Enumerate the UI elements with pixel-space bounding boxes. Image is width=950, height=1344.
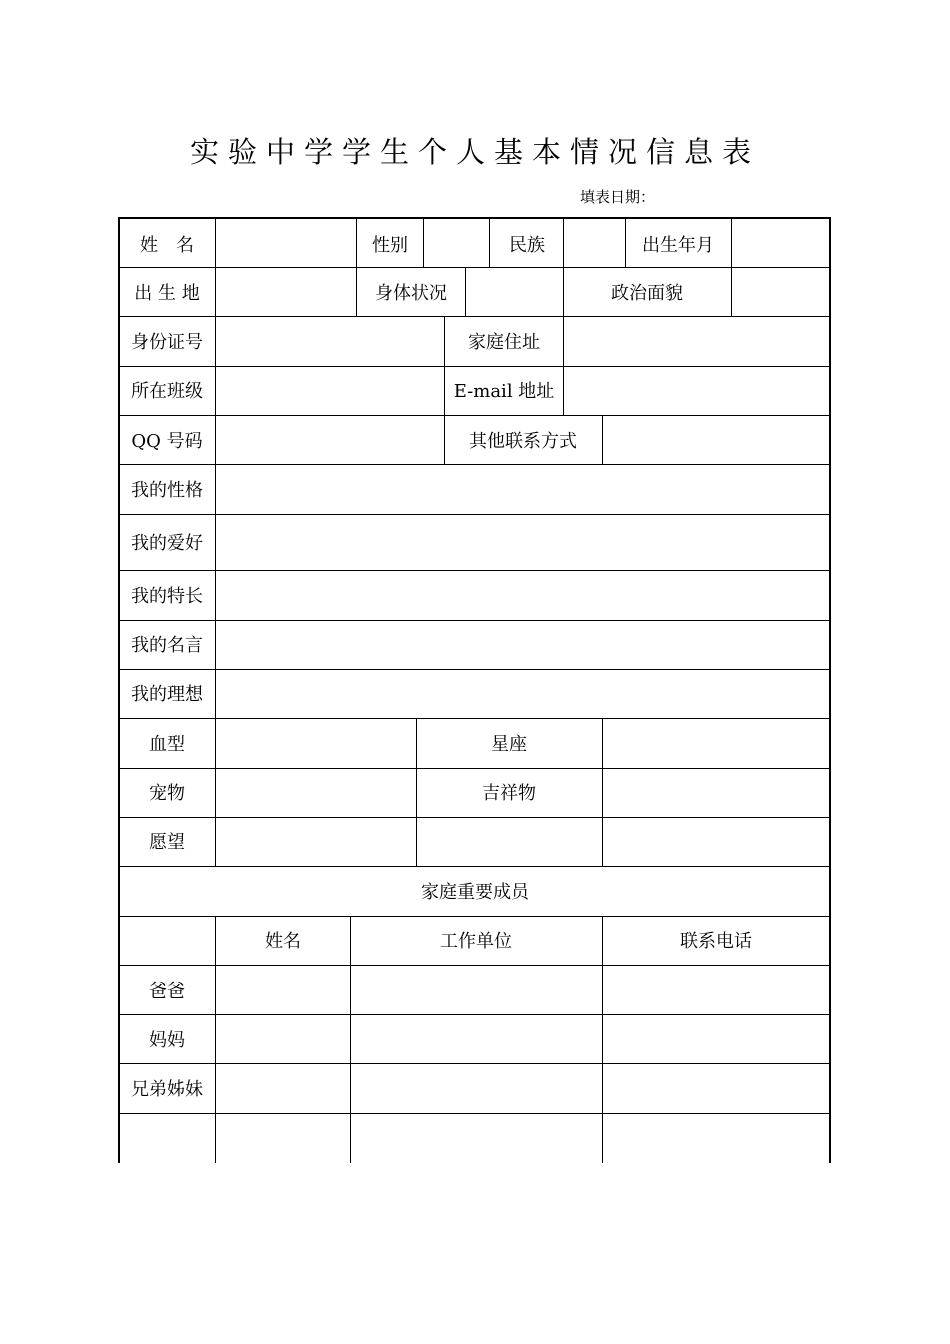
label-specialty: 我的特长 <box>131 586 203 607</box>
table-gridline <box>215 219 216 867</box>
label-motto: 我的名言 <box>131 635 203 656</box>
label-home-address: 家庭住址 <box>468 332 540 353</box>
table-gridline <box>120 514 829 515</box>
table-gridline <box>625 219 626 268</box>
label-id-number: 身份证号 <box>131 332 203 353</box>
family-heading: 家庭重要成员 <box>421 882 529 903</box>
form-title: 实验中学学生个人基本情况信息表 <box>189 135 760 169</box>
table-gridline <box>563 219 564 366</box>
table-gridline <box>602 916 603 1163</box>
label-name: 姓 名 <box>140 235 194 256</box>
table-gridline <box>356 219 357 317</box>
table-gridline <box>120 866 829 867</box>
table-gridline <box>731 267 732 317</box>
family-col-name: 姓名 <box>265 931 301 952</box>
fill-date-label: 填表日期： <box>580 188 656 206</box>
info-table <box>118 217 831 1163</box>
table-gridline <box>120 620 829 621</box>
label-wish: 愿望 <box>149 832 185 853</box>
family-col-workplace: 工作单位 <box>440 931 512 952</box>
table-gridline <box>350 916 351 1163</box>
table-gridline <box>120 1014 829 1015</box>
label-gender: 性别 <box>372 235 408 256</box>
label-ethnicity: 民族 <box>509 235 545 256</box>
table-gridline <box>120 1113 829 1114</box>
table-gridline <box>120 1063 829 1064</box>
table-gridline <box>423 219 424 268</box>
table-gridline <box>120 366 829 367</box>
label-personality: 我的性格 <box>131 480 203 501</box>
label-constellation: 星座 <box>491 734 527 755</box>
table-gridline <box>215 916 216 1163</box>
family-col-phone: 联系电话 <box>680 931 752 952</box>
label-class: 所在班级 <box>131 381 203 402</box>
table-gridline <box>120 415 829 416</box>
table-gridline <box>120 965 829 966</box>
family-row-mother: 妈妈 <box>149 1030 185 1051</box>
label-qq: QQ 号码 <box>131 431 203 452</box>
family-row-father: 爸爸 <box>149 981 185 1002</box>
table-gridline <box>120 316 829 317</box>
label-other-contact: 其他联系方式 <box>469 431 577 452</box>
table-gridline <box>120 464 829 465</box>
table-gridline <box>120 669 829 670</box>
table-gridline <box>120 817 829 818</box>
label-pet: 宠物 <box>149 783 185 804</box>
label-political-status: 政治面貌 <box>611 283 683 304</box>
label-hobbies: 我的爱好 <box>131 533 203 554</box>
label-ideal: 我的理想 <box>131 684 203 705</box>
table-gridline <box>120 768 829 769</box>
table-gridline <box>120 916 829 917</box>
label-birth-date: 出生年月 <box>642 235 714 256</box>
table-gridline <box>120 267 829 268</box>
table-gridline <box>416 718 417 867</box>
table-gridline <box>602 415 603 465</box>
label-email: E-mail 地址 <box>453 381 555 402</box>
table-gridline <box>489 219 490 268</box>
table-gridline <box>465 267 466 317</box>
table-gridline <box>731 219 732 268</box>
table-gridline <box>120 570 829 571</box>
table-gridline <box>602 718 603 867</box>
table-gridline <box>563 366 564 416</box>
label-health: 身体状况 <box>375 283 447 304</box>
label-mascot: 吉祥物 <box>482 783 536 804</box>
family-row-siblings: 兄弟姊妹 <box>131 1079 203 1100</box>
label-blood-type: 血型 <box>149 734 185 755</box>
table-gridline <box>444 316 445 465</box>
label-birthplace: 出 生 地 <box>134 283 200 304</box>
table-gridline <box>120 718 829 719</box>
